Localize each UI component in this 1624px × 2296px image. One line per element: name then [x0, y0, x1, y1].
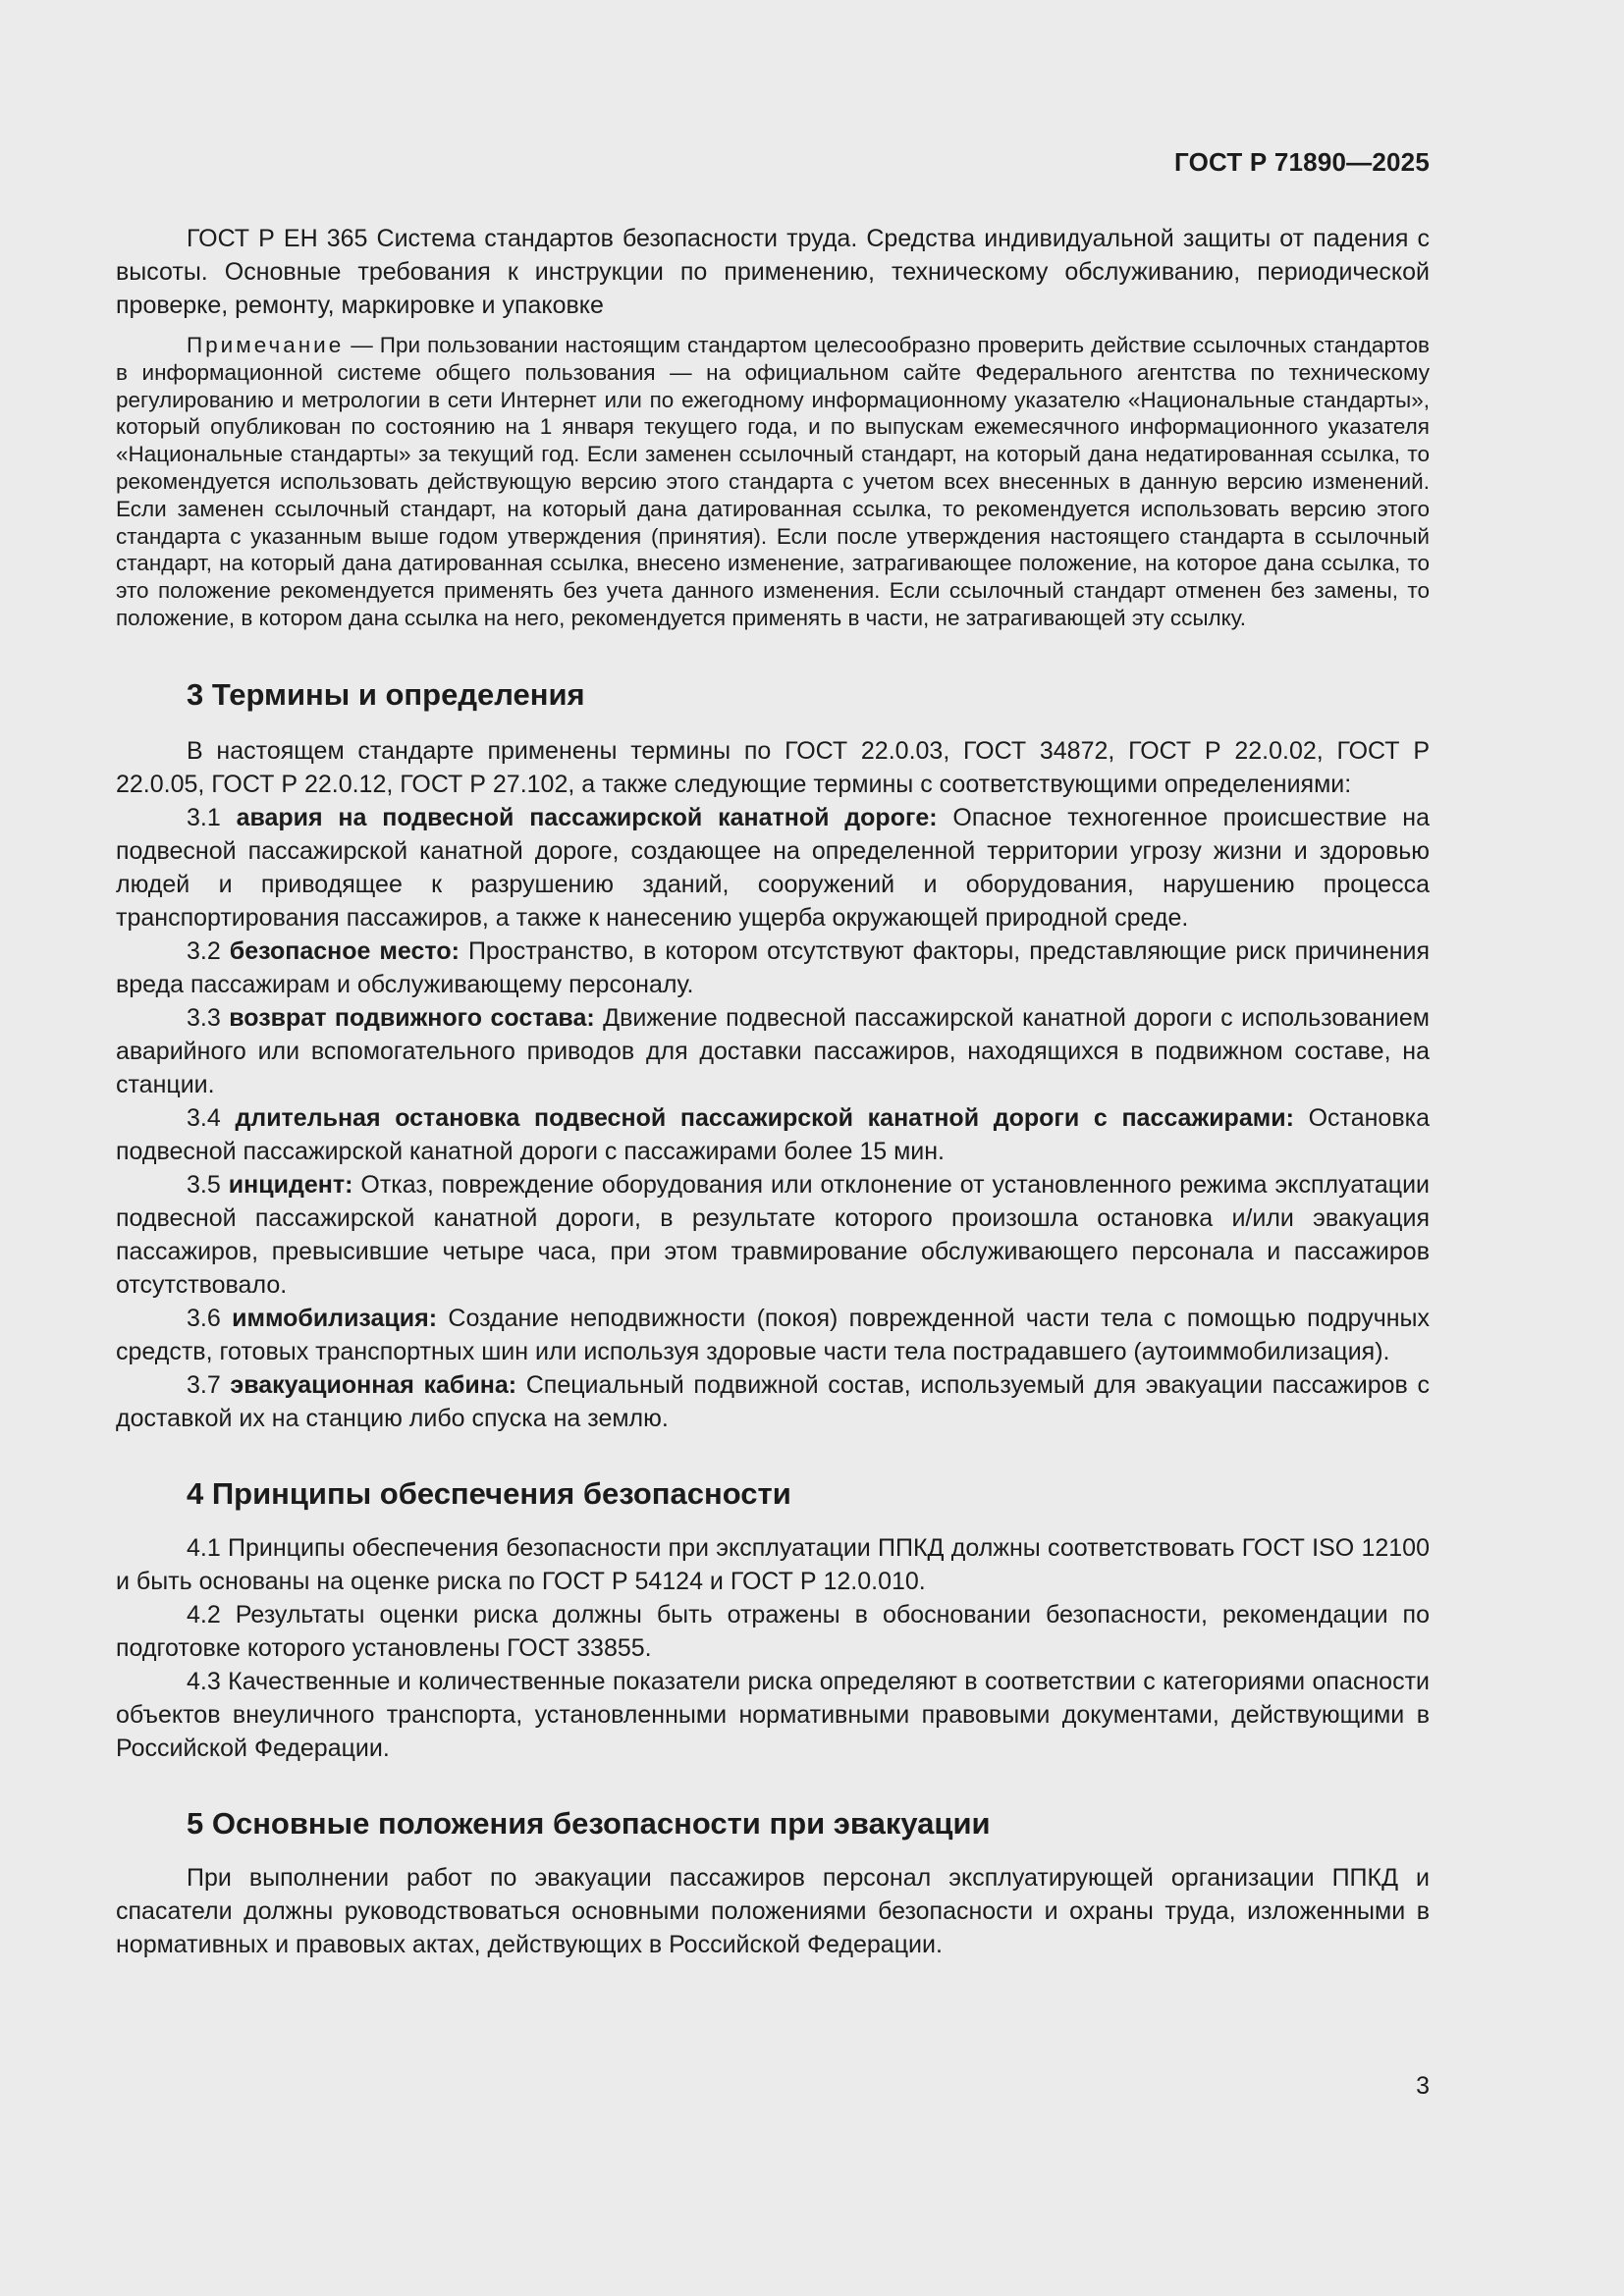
- term-name: иммобилизация:: [232, 1304, 438, 1332]
- term-name: эвакуационная кабина:: [230, 1370, 517, 1399]
- note-paragraph: [116, 332, 1430, 632]
- term-name: инцидент:: [228, 1170, 353, 1199]
- term-name: безопасное место:: [229, 936, 460, 965]
- term-3-7: 3.7 эвакуационная кабина: Специальный подвижной состав, используемый для эвакуации пассажиров с доставкой их на станцию либо спуска на землю.: [116, 1370, 1430, 1432]
- term-3-5: 3.5 инцидент: Отказ, повреждение оборудования или отклонение от установленного режима эксплуатации подвесной пассажирской канатной дороги, в результате которого произошла остановка и/или эвакуация пассажиров, превысившие четыре часа, при этом травмирование обслуживающего персонала и пассажиров отсутствовало.: [116, 1170, 1430, 1299]
- term-definition: Специальный подвижной состав, используемый для эвакуации пассажиров с доставкой их на станцию либо спуска на землю.: [116, 1370, 1430, 1432]
- section-3-intro: В настоящем стандарте применены термины по ГОСТ 22.0.03, ГОСТ 34872, ГОСТ Р 22.0.02, ГОСТ Р 22.0.05, ГОСТ Р 22.0.12, ГОСТ Р 27.102, а также следующие термины с соответствующими определениями:: [116, 736, 1430, 798]
- term-definition: Пространство, в котором отсутствуют факторы, представляющие риск причинения вреда пассажирам и обслуживающему персоналу.: [116, 936, 1431, 998]
- note-text: — При пользовании настоящим стандартом целесообразно проверить действие ссылочных стандартов в информационной системе общего пользования — на официальном сайте Федерального агентства по техническому регулированию и метрологии в сети Интернет или по ежегодному информационному указателю «Национальные стандарты», который опубликован по состоянию на 1 января текущего года, и по выпускам ежемесячного информационного указателя «Национальные стандарты» за текущий год. Если заменен ссылочный стандарт, на который дана недатированная ссылка, то рекомендуется использовать действующую версию этого стандарта с учетом всех внесенных в данную версию изменений. Если заменен ссылочный стандарт, на который дана датированная ссылка, то рекомендуется использовать версию этого стандарта с указанным выше годом утверждения (принятия). Если после утверждения настоящего стандарта в ссылочный стандарт, на который дана датированная ссылка, внесено изменение, затрагивающее положение, на которое дана ссылка, то это положение рекомендуется применять без учета данного изменения. Если ссылочный стандарт отменен без замены, то положение, в котором дана ссылка на него, рекомендуется применять в части, не затрагивающей эту ссылку.: [116, 333, 1430, 630]
- term-definition: Создание неподвижности (покоя) поврежденной части тела с помощью подручных средств, готовых транспортных шин или используя здоровые части тела пострадавшего (аутоиммобилизация).: [116, 1304, 1431, 1365]
- term-3-6: 3.6 иммобилизация: Создание неподвижности (покоя) поврежденной части тела с помощью подручных средств, готовых транспортных шин или используя здоровые части тела пострадавшего (аутоиммобилизация).: [116, 1304, 1431, 1365]
- clause-4-2: 4.2 Результаты оценки риска должны быть отражены в обосновании безопасности, рекомендации по подготовке которого установлены ГОСТ 33855.: [116, 1600, 1430, 1662]
- clause-4-1: 4.1 Принципы обеспечения безопасности при эксплуатации ППКД должны соответствовать ГОСТ ISO 12100 и быть основаны на оценке риска по ГОСТ Р 54124 и ГОСТ Р 12.0.010.: [116, 1533, 1430, 1595]
- term-3-3: 3.3 возврат подвижного состава: Движение подвесной пассажирской канатной дороги с использованием аварийного или вспомогательного приводов для доставки пассажиров, находящихся в подвижном составе, на станции.: [116, 1003, 1430, 1098]
- section-4-heading: 4 Принципы обеспечения безопасности: [187, 1475, 791, 1511]
- term-name: возврат подвижного состава:: [229, 1003, 595, 1032]
- section-5-paragraph: При выполнении работ по эвакуации пассажиров персонал эксплуатирующей организации ППКД и спасатели должны руководствоваться основными положениями безопасности и охраны труда, изложенными в нормативных и правовых актах, действующих в Российской Федерации.: [116, 1863, 1430, 1958]
- page-number: 3: [1416, 2072, 1430, 2100]
- term-name: длительная остановка подвесной пассажирской канатной дороги с пассажирами:: [235, 1103, 1294, 1132]
- term-definition: Остановка подвесной пассажирской канатной дороги с пассажирами более 15 мин.: [116, 1103, 1430, 1165]
- section-3-heading: 3 Термины и определения: [187, 676, 585, 712]
- clause-4-3: 4.3 Качественные и количественные показатели риска определяют в соответствии с категориями опасности объектов внеуличного транспорта, установленными нормативными правовыми документами, действующими в Российской Федерации.: [116, 1667, 1430, 1762]
- document-number-header: ГОСТ Р 71890—2025: [1174, 147, 1430, 177]
- term-definition: Движение подвесной пассажирской канатной дороги с использованием аварийного или вспомогательного приводов для доставки пассажиров, находящихся в подвижном составе, на станции.: [116, 1003, 1430, 1098]
- section-5-heading: 5 Основные положения безопасности при эвакуации: [187, 1805, 991, 1841]
- note-label: Примечание: [187, 333, 345, 357]
- term-3-1: 3.1 авария на подвесной пассажирской канатной дороге: Опасное техногенное происшествие на подвесной пассажирской канатной дороге, создающее на определенной территории угрозу жизни и здоровью людей и приводящее к разрушению зданий, сооружений и оборудования, нарушению процесса транспортирования пассажиров, а также к нанесению ущерба окружающей природной среде.: [116, 803, 1431, 932]
- page-content: [116, 222, 1430, 1961]
- term-definition: Отказ, повреждение оборудования или отклонение от установленного режима эксплуатации подвесной пассажирской канатной дороги, в результате которого произошла остановка и/или эвакуация пассажиров, превысившие четыре часа, при этом травмирование обслуживающего персонала и пассажиров отсутствовало.: [116, 1170, 1430, 1299]
- term-name: авария на подвесной пассажирской канатной дороге:: [236, 803, 938, 831]
- term-definition: Опасное техногенное происшествие на подвесной пассажирской канатной дороге, создающее на определенной территории угрозу жизни и здоровью людей и приводящее к разрушению зданий, сооружений и оборудования, нарушению процесса транспортирования пассажиров, а также к нанесению ущерба окружающей природной среде.: [116, 803, 1431, 932]
- normative-reference-entry: ГОСТ Р ЕН 365 Система стандартов безопасности труда. Средства индивидуальной защиты от падения с высоты. Основные требования к инструкции по применению, техническому обслуживанию, периодической проверке, ремонту, маркировке и упаковке: [116, 225, 1430, 319]
- term-3-2: 3.2 безопасное место: Пространство, в котором отсутствуют факторы, представляющие риск причинения вреда пассажирам и обслуживающему персоналу.: [116, 936, 1431, 998]
- term-3-4: 3.4 длительная остановка подвесной пассажирской канатной дороги с пассажирами: Остановка подвесной пассажирской канатной дороги с пассажирами более 15 мин.: [116, 1103, 1430, 1165]
